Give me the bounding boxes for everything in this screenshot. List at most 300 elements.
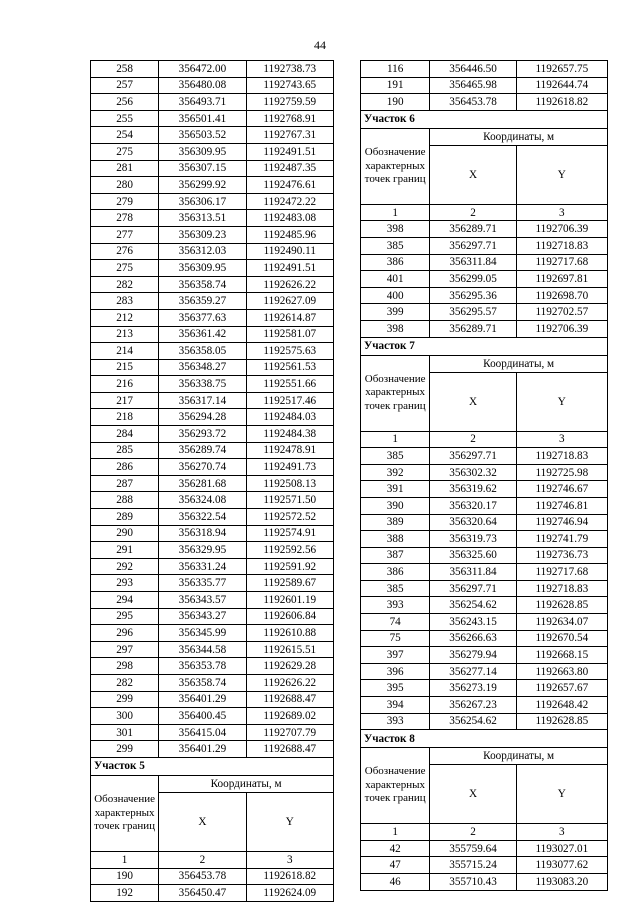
x-coordinate-cell: 356313.51: [159, 210, 246, 227]
header-point-designation: Обозначение характерных точек границ: [91, 775, 159, 851]
column-number: 3: [516, 431, 607, 448]
point-number-cell: 391: [361, 481, 430, 498]
point-number-cell: 218: [91, 409, 159, 426]
x-coordinate-cell: 356453.78: [159, 868, 246, 885]
x-coordinate-cell: 356309.23: [159, 226, 246, 243]
y-coordinate-cell: 1192644.74: [516, 77, 607, 94]
header-y-axis: Y: [516, 145, 607, 204]
table-row: [91, 741, 334, 758]
x-coordinate-cell: 356358.05: [159, 343, 246, 360]
table-row: [361, 840, 608, 857]
x-coordinate-cell: 356254.62: [430, 597, 516, 614]
y-coordinate-cell: 1192490.11: [246, 243, 333, 260]
x-coordinate-cell: 356335.77: [159, 575, 246, 592]
point-number-cell: 284: [91, 426, 159, 443]
point-number-cell: 281: [91, 160, 159, 177]
point-number-cell: 401: [361, 271, 430, 288]
point-number-cell: 398: [361, 320, 430, 337]
x-coordinate-cell: 356472.00: [159, 61, 246, 78]
column-number: 2: [430, 824, 516, 841]
table-row: [361, 597, 608, 614]
y-coordinate-cell: 1192628.85: [516, 597, 607, 614]
x-coordinate-cell: 356306.17: [159, 193, 246, 210]
x-coordinate-cell: 356361.42: [159, 326, 246, 343]
point-number-cell: 393: [361, 597, 430, 614]
header-x-axis: X: [430, 372, 516, 431]
column-number: 1: [91, 851, 159, 868]
column-number: 3: [516, 204, 607, 221]
x-coordinate-cell: 356401.29: [159, 741, 246, 758]
table-row: [361, 874, 608, 891]
y-coordinate-cell: 1192628.85: [516, 713, 607, 730]
table-row: [91, 343, 334, 360]
x-coordinate-cell: 356311.84: [430, 564, 516, 581]
x-coordinate-cell: 356273.19: [430, 680, 516, 697]
point-number-cell: 392: [361, 464, 430, 481]
point-number-cell: 299: [91, 691, 159, 708]
column-number-row: [361, 431, 608, 448]
point-number-cell: 395: [361, 680, 430, 697]
x-coordinate-cell: 356311.84: [430, 254, 516, 271]
table-row: [361, 580, 608, 597]
point-number-cell: 387: [361, 547, 430, 564]
point-number-cell: 212: [91, 309, 159, 326]
y-coordinate-cell: 1192575.63: [246, 343, 333, 360]
x-coordinate-cell: 356295.57: [430, 304, 516, 321]
x-coordinate-cell: 356277.14: [430, 663, 516, 680]
y-coordinate-cell: 1192589.67: [246, 575, 333, 592]
x-coordinate-cell: 356312.03: [159, 243, 246, 260]
point-number-cell: 255: [91, 110, 159, 127]
section-title-row: [361, 337, 608, 355]
x-coordinate-cell: 356338.75: [159, 376, 246, 393]
point-number-cell: 390: [361, 497, 430, 514]
table-row: [91, 226, 334, 243]
x-coordinate-cell: 356302.32: [430, 464, 516, 481]
table-row: [361, 614, 608, 631]
header-row: [361, 355, 608, 372]
header-y-axis: Y: [516, 372, 607, 431]
x-coordinate-cell: 356353.78: [159, 658, 246, 675]
point-number-cell: 397: [361, 647, 430, 664]
y-coordinate-cell: 1193083.20: [516, 874, 607, 891]
table-row: [91, 61, 334, 78]
x-coordinate-cell: 356348.27: [159, 359, 246, 376]
y-coordinate-cell: 1192626.22: [246, 674, 333, 691]
point-number-cell: 216: [91, 376, 159, 393]
y-coordinate-cell: 1192657.75: [516, 61, 607, 78]
table-row: [91, 492, 334, 509]
y-coordinate-cell: 1192688.47: [246, 741, 333, 758]
point-number-cell: 300: [91, 708, 159, 725]
point-number-cell: 288: [91, 492, 159, 509]
point-number-cell: 116: [361, 61, 430, 78]
header-x-axis: X: [430, 765, 516, 824]
table-row: [91, 94, 334, 111]
point-number-cell: 394: [361, 697, 430, 714]
x-coordinate-cell: 356401.29: [159, 691, 246, 708]
table-row: [91, 475, 334, 492]
table-row: [91, 641, 334, 658]
table-row: [91, 608, 334, 625]
x-coordinate-cell: 356358.74: [159, 674, 246, 691]
table-row: [91, 359, 334, 376]
table-row: [361, 497, 608, 514]
x-coordinate-cell: 356358.74: [159, 276, 246, 293]
y-coordinate-cell: 1192618.82: [516, 94, 607, 111]
x-coordinate-cell: 356289.71: [430, 221, 516, 238]
table-row: [91, 868, 334, 885]
x-coordinate-cell: 356254.62: [430, 713, 516, 730]
section-title: Участок 6: [361, 110, 608, 128]
y-coordinate-cell: 1192718.83: [516, 237, 607, 254]
table-row: [361, 531, 608, 548]
table-row: [91, 542, 334, 559]
y-coordinate-cell: 1192738.73: [246, 61, 333, 78]
table-row: [91, 143, 334, 160]
x-coordinate-cell: 356344.58: [159, 641, 246, 658]
y-coordinate-cell: 1192627.09: [246, 293, 333, 310]
x-coordinate-cell: 355715.24: [430, 857, 516, 874]
y-coordinate-cell: 1192491.51: [246, 143, 333, 160]
point-number-cell: 275: [91, 143, 159, 160]
y-coordinate-cell: 1192741.79: [516, 531, 607, 548]
x-coordinate-cell: 356267.23: [430, 697, 516, 714]
table-row: [91, 160, 334, 177]
y-coordinate-cell: 1192743.65: [246, 77, 333, 94]
y-coordinate-cell: 1192689.02: [246, 708, 333, 725]
point-number-cell: 74: [361, 614, 430, 631]
x-coordinate-cell: 356465.98: [430, 77, 516, 94]
y-coordinate-cell: 1192736.73: [516, 547, 607, 564]
table-row: [91, 127, 334, 144]
y-coordinate-cell: 1192702.57: [516, 304, 607, 321]
point-number-cell: 293: [91, 575, 159, 592]
y-coordinate-cell: 1192572.52: [246, 509, 333, 526]
point-number-cell: 254: [91, 127, 159, 144]
column-number: 3: [246, 851, 333, 868]
table-row: [91, 326, 334, 343]
point-number-cell: 289: [91, 509, 159, 526]
y-coordinate-cell: 1192484.38: [246, 426, 333, 443]
y-coordinate-cell: 1192618.82: [246, 868, 333, 885]
y-coordinate-cell: 1192767.31: [246, 127, 333, 144]
x-coordinate-cell: 356343.57: [159, 592, 246, 609]
y-coordinate-cell: 1192478.91: [246, 442, 333, 459]
x-coordinate-cell: 356297.71: [430, 237, 516, 254]
x-coordinate-cell: 356501.41: [159, 110, 246, 127]
y-coordinate-cell: 1192717.68: [516, 564, 607, 581]
header-y-axis: Y: [246, 792, 333, 851]
table-row: [361, 287, 608, 304]
y-coordinate-cell: 1192759.59: [246, 94, 333, 111]
column-number-row: [91, 851, 334, 868]
table-row: [91, 193, 334, 210]
table-row: [91, 658, 334, 675]
y-coordinate-cell: 1192663.80: [516, 663, 607, 680]
y-coordinate-cell: 1192717.68: [516, 254, 607, 271]
header-row: [361, 748, 608, 765]
x-coordinate-cell: 356307.15: [159, 160, 246, 177]
x-coordinate-cell: 356266.63: [430, 630, 516, 647]
x-coordinate-cell: 356297.71: [430, 448, 516, 465]
table-row: [361, 61, 608, 78]
x-coordinate-cell: 356319.73: [430, 531, 516, 548]
x-coordinate-cell: 356309.95: [159, 143, 246, 160]
point-number-cell: 388: [361, 531, 430, 548]
x-coordinate-cell: 356309.95: [159, 260, 246, 277]
x-coordinate-cell: 356319.62: [430, 481, 516, 498]
table-row: [91, 442, 334, 459]
x-coordinate-cell: 356293.72: [159, 426, 246, 443]
y-coordinate-cell: 1192592.56: [246, 542, 333, 559]
point-number-cell: 286: [91, 459, 159, 476]
table-row: [91, 724, 334, 741]
table-row: [361, 464, 608, 481]
column-number: 2: [159, 851, 246, 868]
y-coordinate-cell: 1192768.91: [246, 110, 333, 127]
y-coordinate-cell: 1192574.91: [246, 525, 333, 542]
x-coordinate-cell: 356345.99: [159, 625, 246, 642]
y-coordinate-cell: 1192657.67: [516, 680, 607, 697]
point-number-cell: 75: [361, 630, 430, 647]
x-coordinate-cell: 356503.52: [159, 127, 246, 144]
y-coordinate-cell: 1192629.28: [246, 658, 333, 675]
point-number-cell: 386: [361, 254, 430, 271]
y-coordinate-cell: 1192697.81: [516, 271, 607, 288]
y-coordinate-cell: 1192571.50: [246, 492, 333, 509]
point-number-cell: 295: [91, 608, 159, 625]
point-number-cell: 393: [361, 713, 430, 730]
column-number-row: [361, 204, 608, 221]
y-coordinate-cell: 1192746.81: [516, 497, 607, 514]
table-row: [361, 630, 608, 647]
point-number-cell: 275: [91, 260, 159, 277]
point-number-cell: 258: [91, 61, 159, 78]
point-number-cell: 292: [91, 558, 159, 575]
coordinates-table-right: [360, 60, 608, 891]
table-row: [91, 77, 334, 94]
y-coordinate-cell: 1192601.19: [246, 592, 333, 609]
x-coordinate-cell: 356343.27: [159, 608, 246, 625]
y-coordinate-cell: 1192483.08: [246, 210, 333, 227]
x-coordinate-cell: 356297.71: [430, 580, 516, 597]
y-coordinate-cell: 1192634.07: [516, 614, 607, 631]
header-coordinates: Координаты, м: [430, 128, 608, 145]
point-number-cell: 213: [91, 326, 159, 343]
table-row: [361, 663, 608, 680]
x-coordinate-cell: 356450.47: [159, 885, 246, 902]
section-title-row: [361, 730, 608, 748]
y-coordinate-cell: 1192614.87: [246, 309, 333, 326]
y-coordinate-cell: 1192725.98: [516, 464, 607, 481]
point-number-cell: 290: [91, 525, 159, 542]
y-coordinate-cell: 1192670.54: [516, 630, 607, 647]
x-coordinate-cell: 356295.36: [430, 287, 516, 304]
point-number-cell: 277: [91, 226, 159, 243]
x-coordinate-cell: 356270.74: [159, 459, 246, 476]
y-coordinate-cell: 1192517.46: [246, 392, 333, 409]
point-number-cell: 278: [91, 210, 159, 227]
x-coordinate-cell: 356480.08: [159, 77, 246, 94]
table-row: [361, 713, 608, 730]
point-number-cell: 298: [91, 658, 159, 675]
y-coordinate-cell: 1192624.09: [246, 885, 333, 902]
point-number-cell: 282: [91, 674, 159, 691]
column-number: 1: [361, 431, 430, 448]
table-row: [361, 647, 608, 664]
x-coordinate-cell: 356281.68: [159, 475, 246, 492]
coordinates-table-left: [90, 60, 334, 902]
x-coordinate-cell: 356299.05: [430, 271, 516, 288]
y-coordinate-cell: 1192487.35: [246, 160, 333, 177]
header-row: [91, 775, 334, 792]
y-coordinate-cell: 1192668.15: [516, 647, 607, 664]
left-column: [90, 60, 334, 902]
table-row: [361, 94, 608, 111]
y-coordinate-cell: 1192591.92: [246, 558, 333, 575]
point-number-cell: 299: [91, 741, 159, 758]
point-number-cell: 215: [91, 359, 159, 376]
y-coordinate-cell: 1192688.47: [246, 691, 333, 708]
point-number-cell: 297: [91, 641, 159, 658]
y-coordinate-cell: 1192484.03: [246, 409, 333, 426]
y-coordinate-cell: 1192476.61: [246, 177, 333, 194]
table-row: [361, 680, 608, 697]
y-coordinate-cell: 1192606.84: [246, 608, 333, 625]
y-coordinate-cell: 1192698.70: [516, 287, 607, 304]
table-row: [91, 625, 334, 642]
point-number-cell: 285: [91, 442, 159, 459]
x-coordinate-cell: 356318.94: [159, 525, 246, 542]
y-coordinate-cell: 1192706.39: [516, 320, 607, 337]
y-coordinate-cell: 1192746.94: [516, 514, 607, 531]
point-number-cell: 385: [361, 448, 430, 465]
table-row: [91, 509, 334, 526]
header-y-axis: Y: [516, 765, 607, 824]
table-row: [91, 674, 334, 691]
x-coordinate-cell: 356359.27: [159, 293, 246, 310]
table-row: [91, 210, 334, 227]
column-number: 2: [430, 431, 516, 448]
right-column: [360, 60, 608, 891]
table-row: [91, 276, 334, 293]
column-number: 3: [516, 824, 607, 841]
y-coordinate-cell: 1192472.22: [246, 193, 333, 210]
point-number-cell: 190: [91, 868, 159, 885]
column-number: 2: [430, 204, 516, 221]
table-row: [361, 857, 608, 874]
table-row: [91, 260, 334, 277]
point-number-cell: 256: [91, 94, 159, 111]
point-number-cell: 385: [361, 237, 430, 254]
section-title: Участок 8: [361, 730, 608, 748]
point-number-cell: 386: [361, 564, 430, 581]
point-number-cell: 279: [91, 193, 159, 210]
table-row: [361, 448, 608, 465]
header-x-axis: X: [430, 145, 516, 204]
table-row: [91, 558, 334, 575]
table-row: [91, 110, 334, 127]
table-row: [91, 459, 334, 476]
section-title: Участок 5: [91, 757, 334, 775]
point-number-cell: 301: [91, 724, 159, 741]
point-number-cell: 400: [361, 287, 430, 304]
x-coordinate-cell: 356329.95: [159, 542, 246, 559]
table-row: [361, 697, 608, 714]
y-coordinate-cell: 1192581.07: [246, 326, 333, 343]
table-row: [361, 320, 608, 337]
header-row: [361, 128, 608, 145]
table-row: [91, 392, 334, 409]
point-number-cell: 399: [361, 304, 430, 321]
x-coordinate-cell: 356299.92: [159, 177, 246, 194]
section-title-row: [91, 757, 334, 775]
point-number-cell: 191: [361, 77, 430, 94]
y-coordinate-cell: 1192718.83: [516, 448, 607, 465]
x-coordinate-cell: 356324.08: [159, 492, 246, 509]
x-coordinate-cell: 356400.45: [159, 708, 246, 725]
table-row: [361, 564, 608, 581]
point-number-cell: 276: [91, 243, 159, 260]
x-coordinate-cell: 355759.64: [430, 840, 516, 857]
point-number-cell: 283: [91, 293, 159, 310]
point-number-cell: 280: [91, 177, 159, 194]
y-coordinate-cell: 1193027.01: [516, 840, 607, 857]
y-coordinate-cell: 1192718.83: [516, 580, 607, 597]
table-row: [361, 271, 608, 288]
page-number: 44: [314, 38, 326, 52]
x-coordinate-cell: 356320.64: [430, 514, 516, 531]
table-row: [361, 237, 608, 254]
table-row: [91, 426, 334, 443]
x-coordinate-cell: 356289.74: [159, 442, 246, 459]
table-row: [91, 293, 334, 310]
table-row: [91, 708, 334, 725]
point-number-cell: 47: [361, 857, 430, 874]
y-coordinate-cell: 1192508.13: [246, 475, 333, 492]
table-row: [91, 309, 334, 326]
point-number-cell: 294: [91, 592, 159, 609]
x-coordinate-cell: 356243.15: [430, 614, 516, 631]
point-number-cell: 46: [361, 874, 430, 891]
header-point-designation: Обозначение характерных точек границ: [361, 355, 430, 431]
point-number-cell: 296: [91, 625, 159, 642]
point-number-cell: 257: [91, 77, 159, 94]
table-row: [91, 525, 334, 542]
header-point-designation: Обозначение характерных точек границ: [361, 128, 430, 204]
point-number-cell: 282: [91, 276, 159, 293]
table-row: [91, 409, 334, 426]
x-coordinate-cell: 356279.94: [430, 647, 516, 664]
x-coordinate-cell: 356493.71: [159, 94, 246, 111]
y-coordinate-cell: 1192746.67: [516, 481, 607, 498]
section-title-row: [361, 110, 608, 128]
point-number-cell: 396: [361, 663, 430, 680]
y-coordinate-cell: 1192491.51: [246, 260, 333, 277]
x-coordinate-cell: 356415.04: [159, 724, 246, 741]
x-coordinate-cell: 356446.50: [430, 61, 516, 78]
point-number-cell: 291: [91, 542, 159, 559]
point-number-cell: 190: [361, 94, 430, 111]
table-row: [361, 514, 608, 531]
header-point-designation: Обозначение характерных точек границ: [361, 748, 430, 824]
point-number-cell: 398: [361, 221, 430, 238]
table-row: [91, 376, 334, 393]
y-coordinate-cell: 1192551.66: [246, 376, 333, 393]
table-row: [91, 177, 334, 194]
x-coordinate-cell: 356331.24: [159, 558, 246, 575]
